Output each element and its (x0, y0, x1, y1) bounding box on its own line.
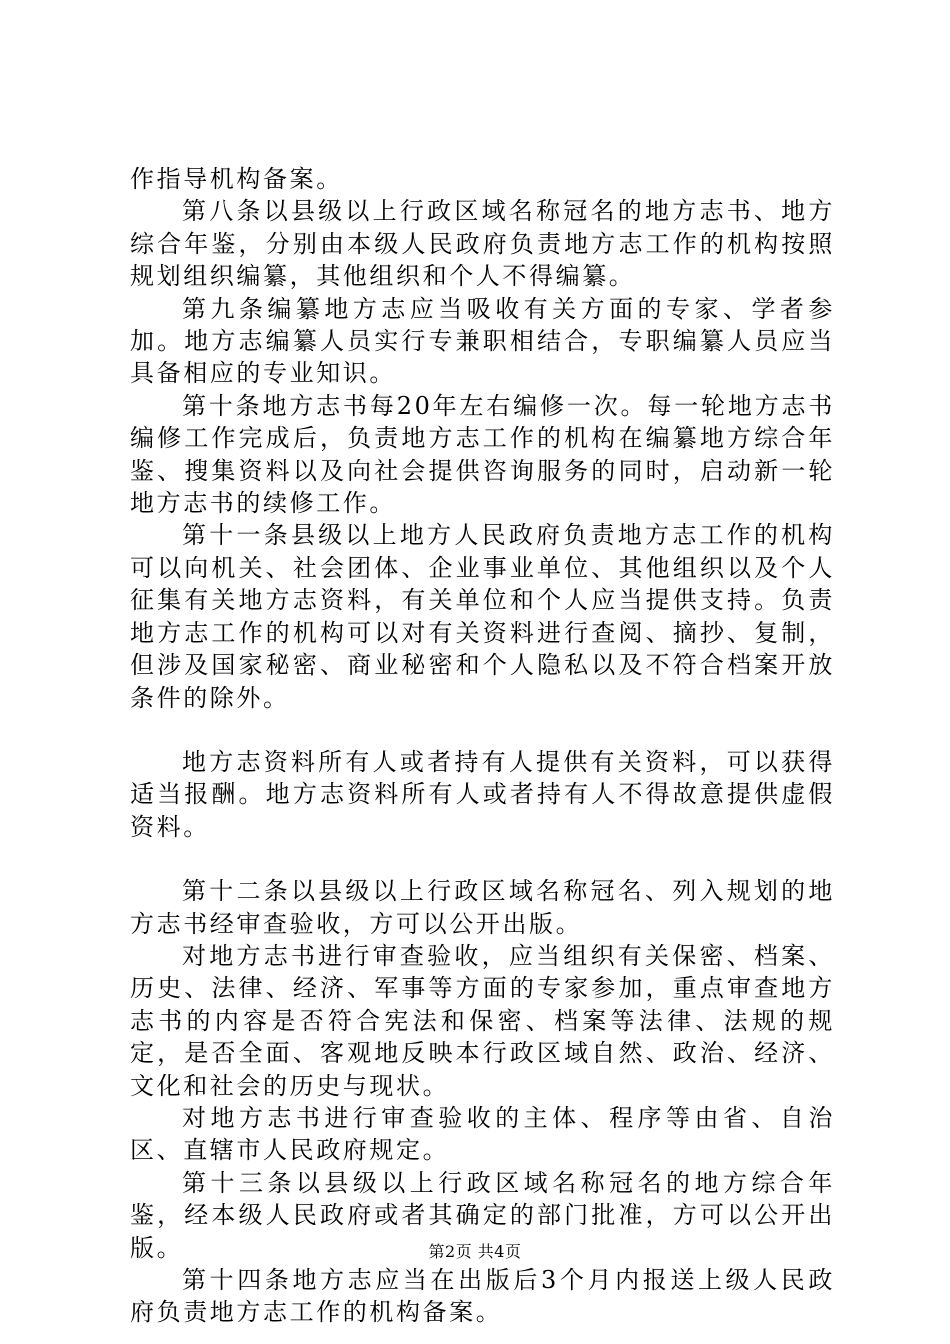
paragraph-article-11: 第十一条县级以上地方人民政府负责地方志工作的机构可以向机关、社会团体、企业事业单位、其他组织以及个人征集有关地方志资料，有关单位和个人应当提供支持。负责地方志工作的机构可以对有关资料进行查阅、摘抄、复制，但涉及国家秘密、商业秘密和个人隐私以及不符合档案开放条件的除外。 (130, 521, 835, 712)
paragraph-article-12: 第十二条以县级以上行政区域名称冠名、列入规划的地方志书经审查验收，方可以公开出版。 (130, 877, 835, 938)
page-number-footer: 第2页 共4页 (428, 1242, 522, 1261)
paragraph-article-13: 第十三条以县级以上行政区域名称冠名的地方综合年鉴，经本级人民政府或者其确定的部门批准，方可以公开出版。 (130, 1168, 835, 1262)
paragraph-1: 作指导机构备案。 (130, 165, 343, 193)
paragraph-article-10: 第十条地方志书每20年左右编修一次。每一轮地方志书编修工作完成后，负责地方志工作的机构在编纂地方综合年鉴、搜集资料以及向社会提供咨询服务的同时，启动新一轮地方志书的续修工作。 (130, 391, 835, 518)
paragraph-article-14: 第十四条地方志应当在出版后3个月内报送上级人民政府负责地方志工作的机构备案。 (130, 1266, 835, 1327)
document-body (130, 163, 835, 1329)
paragraph-article-8: 第八条以县级以上行政区域名称冠名的地方志书、地方综合年鉴，分别由本级人民政府负责地方志工作的机构按照规划组织编纂，其他组织和个人不得编纂。 (130, 197, 835, 291)
paragraph-article-12-review: 对地方志书进行审查验收，应当组织有关保密、档案、历史、法律、经济、军事等方面的专家参加，重点审查地方志书的内容是否符合宪法和保密、档案等法律、法规的规定，是否全面、客观地反映本行政区域自然、政治、经济、文化和社会的历史与现状。 (130, 941, 835, 1100)
paragraph-article-11-remuneration: 地方志资料所有人或者持有人提供有关资料，可以获得适当报酬。地方志资料所有人或者持有人不得故意提供虚假资料。 (130, 747, 835, 841)
paragraph-article-12-subject: 对地方志书进行审查验收的主体、程序等由省、自治区、直辖市人民政府规定。 (130, 1103, 835, 1165)
paragraph-article-9: 第九条编纂地方志应当吸收有关方面的专家、学者参加。地方志编纂人员实行专兼职相结合，专职编纂人员应当具备相应的专业知识。 (130, 294, 835, 388)
